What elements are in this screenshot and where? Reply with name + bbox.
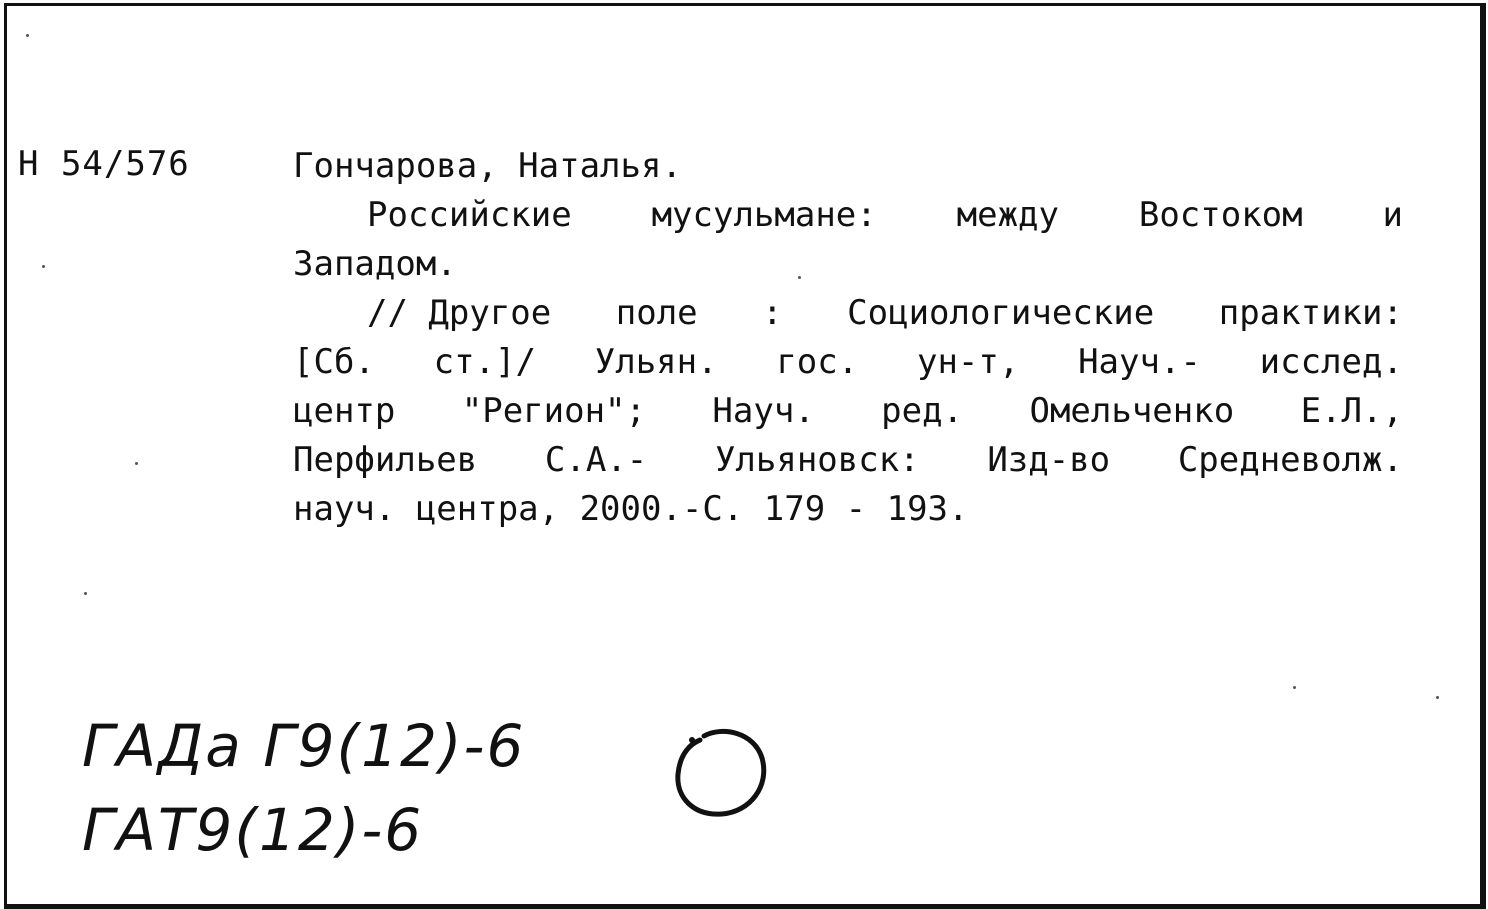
scan-speck xyxy=(42,265,45,268)
source-word: поле xyxy=(615,293,698,333)
author-line: Гончарова, Наталья. xyxy=(293,146,682,186)
shelfmark: Н 54/576 xyxy=(18,144,190,184)
title-word: между xyxy=(956,195,1059,235)
hand-drawn-circle xyxy=(670,724,774,824)
source-word: Средневолж. xyxy=(1177,440,1403,480)
source-word: практики: xyxy=(1218,293,1403,333)
source-word: Науч. xyxy=(712,391,815,431)
scan-speck xyxy=(135,462,138,465)
scan-speck xyxy=(84,592,87,595)
pen-mark xyxy=(689,737,695,743)
source-word: Изд-во xyxy=(987,440,1111,480)
source-line-4 xyxy=(293,436,1403,485)
source-line-5: науч. центра, 2000.-С. 179 - 193. xyxy=(293,489,969,529)
source-word: // Другое xyxy=(367,293,552,333)
source-word: [Сб. xyxy=(293,342,375,382)
scan-speck xyxy=(798,276,801,279)
source-word: Ульян. xyxy=(594,342,718,382)
source-word: Омельченко xyxy=(1029,391,1235,431)
source-word: ун-т, xyxy=(916,342,1020,382)
title-word: мусульмане: xyxy=(651,195,877,235)
handwritten-classification-2: ГАТ9(12)-6 xyxy=(82,796,424,864)
source-word: центр xyxy=(293,391,396,431)
source-word: Перфильев xyxy=(293,440,478,480)
source-word: ред. xyxy=(881,391,964,431)
source-line-3 xyxy=(293,387,1403,436)
source-word: Е.Л., xyxy=(1300,391,1403,431)
source-word: : xyxy=(762,293,783,333)
source-line-1 xyxy=(293,289,1403,338)
handwritten-classification-1: ГАДа Г9(12)-6 xyxy=(82,712,526,780)
scan-speck xyxy=(1293,686,1296,689)
source-word: Науч.- xyxy=(1078,342,1201,382)
source-word: Социологические xyxy=(847,293,1155,333)
source-word: гос. xyxy=(776,342,859,382)
source-word: исслед. xyxy=(1259,342,1403,382)
title-word: Российские xyxy=(367,195,572,235)
source-line-2 xyxy=(293,338,1403,387)
source-word: "Регион"; xyxy=(461,391,646,431)
title-line-1 xyxy=(293,191,1403,240)
source-word: С.А.- xyxy=(544,440,648,480)
circle-stroke xyxy=(678,731,764,814)
scan-speck xyxy=(1436,696,1439,699)
scan-speck xyxy=(26,34,29,37)
source-word: ст.]/ xyxy=(433,342,536,382)
bibliographic-entry xyxy=(293,142,1403,534)
title-word: Востоком xyxy=(1138,195,1303,235)
title-word: и xyxy=(1382,195,1403,235)
source-word: Ульяновск: xyxy=(714,440,920,480)
title-line-2: Западом. xyxy=(293,244,457,284)
